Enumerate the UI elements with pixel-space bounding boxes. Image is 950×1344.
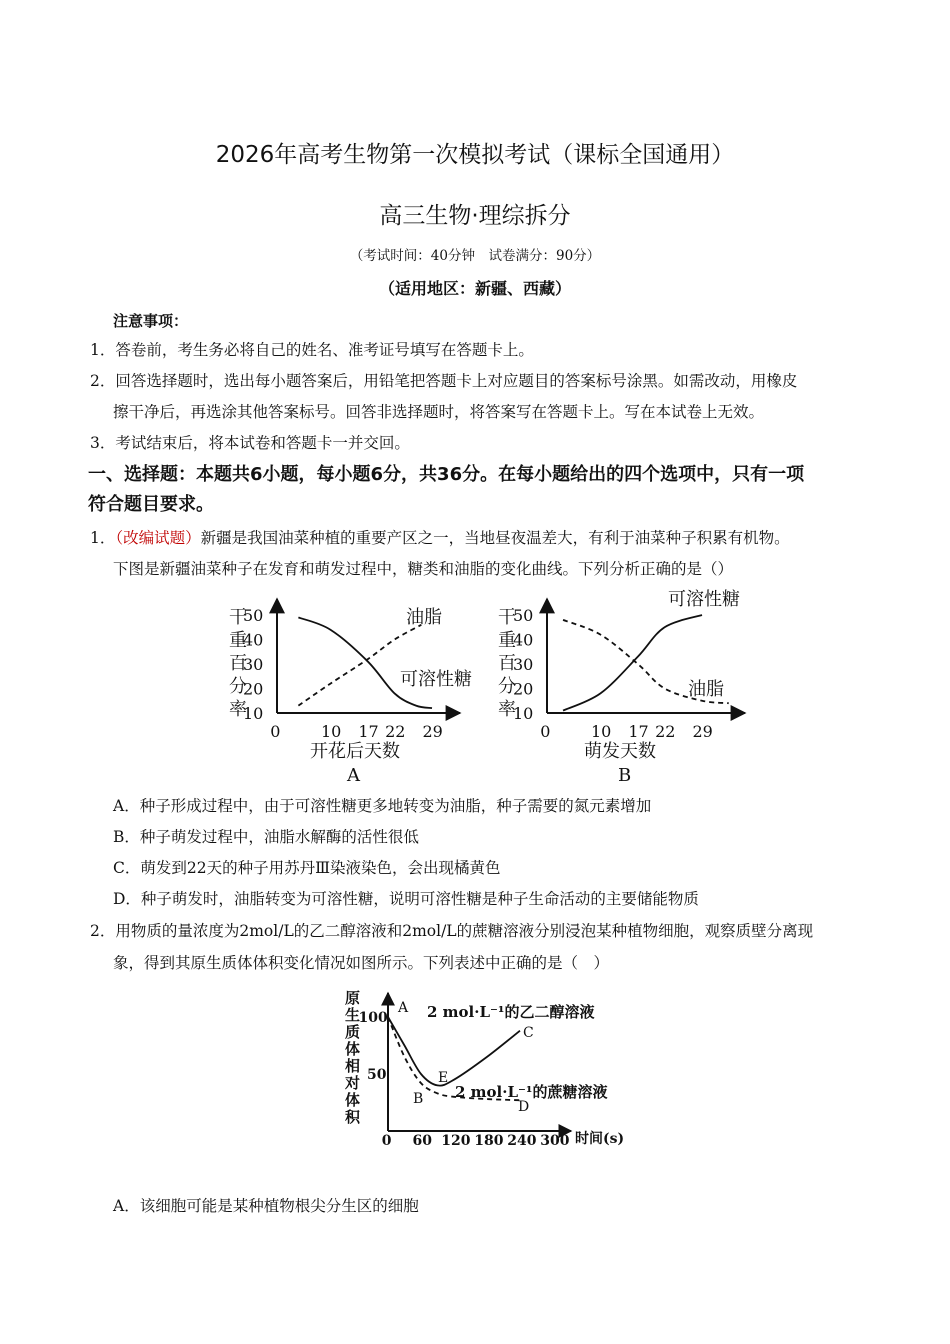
figure-2 [335,985,645,1157]
section-heading: 一、选择题：本题共6小题，每小题6分，共36分。在每小题给出的四个选项中，只有一项 [88,464,805,485]
y-tick-label: 30 [513,655,534,674]
chart-a [229,599,472,786]
series-sugar-line [298,617,432,708]
x-tick-label: 22 [385,722,406,741]
x-tick-label: 300 [540,1133,570,1149]
x-axis-label: 萌发天数 [584,741,656,762]
section-heading-cont: 符合题目要求。 [88,494,214,515]
note-item: 1．答卷前，考生务必将自己的姓名、准考证号填写在答题卡上。 [90,341,534,359]
x-tick-label: 180 [474,1133,504,1149]
x-tick-label: 17 [628,722,649,741]
option-c: C．萌发到22天的种子用苏丹Ⅲ染液染色，会出现橘黄色 [113,859,501,877]
note-item: 2．回答选择题时，选出每小题答案后，用铅笔把答题卡上对应题目的答案标号涂黑。如需改动，用橡皮 [90,372,798,390]
panel-label: A [347,765,360,786]
point-label: D [518,1099,530,1115]
note-item: 擦干净后，再选涂其他答案标号。回答非选择题时，将答案写在答题卡上。写在本试卷上无效。 [113,403,765,421]
x-tick-label: 29 [692,722,713,741]
chart-b [498,589,745,786]
x-axis-label: 时间(s) [575,1131,625,1147]
option-d: D．种子萌发时，油脂转变为可溶性糖，说明可溶性糖是种子生命活动的主要储能物质 [113,890,699,908]
y-axis-label: 率 [229,699,247,720]
y-axis-label: 体 [345,1091,361,1109]
x-tick-label: 22 [655,722,676,741]
point-label: A [398,1000,409,1016]
series-label: 2 mol·L⁻¹的蔗糖溶液 [455,1083,608,1101]
x-tick-label: 120 [441,1133,471,1149]
y-axis-label: 分 [229,676,247,697]
series-label: 可溶性糖 [668,589,740,610]
y-tick-label: 20 [513,679,534,699]
y-tick-label: 50 [367,1067,387,1083]
y-axis-label: 原 [345,989,361,1007]
page-subtitle: 高三生物·理综拆分 [379,203,571,229]
question-tag: （改编试题） [115,529,201,547]
series-glycol-line [388,1017,520,1086]
y-tick-label: 50 [243,606,264,625]
question-number: 2． [90,922,116,940]
x-tick-label: 60 [412,1133,432,1149]
y-axis-label: 积 [345,1108,361,1126]
question-1-stem-cont: 下图是新疆油菜种子在发育和萌发过程中，糖类和油脂的变化曲线。下列分析正确的是（） [113,560,734,578]
question-1-stem [90,527,790,549]
y-axis-label: 干 [498,607,516,628]
series-label: 油脂 [406,607,442,628]
y-axis-label: 干 [229,607,247,628]
question-2-stem-cont: 象，得到其原生质体体积变化情况如图所示。下列表述中正确的是（ ） [113,954,610,972]
y-axis-label: 质 [345,1023,361,1041]
x-tick-label: 240 [507,1133,537,1149]
point-label: C [523,1025,534,1041]
y-axis-label: 相 [345,1057,361,1075]
series-label: 可溶性糖 [400,669,472,690]
y-tick-label: 10 [243,704,264,723]
x-tick-label: 10 [320,722,342,741]
y-tick-label: 10 [513,704,534,723]
y-axis-label: 重 [229,630,247,651]
y-axis-label: 体 [345,1040,361,1058]
notes-heading: 注意事项： [113,312,189,330]
x-axis-label: 开花后天数 [310,741,400,762]
y-axis-label: 重 [498,630,516,651]
x-tick-label: 10 [590,722,612,741]
question-text: 新疆是我国油菜种植的重要产区之一，当地昼夜温差大，有利于油菜种子积累有机物。 [200,529,790,547]
point-label: E [438,1070,449,1086]
x-tick-label: 17 [358,722,379,741]
x-tick-label: 29 [422,722,443,741]
y-axis-label: 百 [229,653,247,674]
question-number: 1． [90,529,116,547]
q2-option-a: A．该细胞可能是某种植物根尖分生区的细胞 [113,1197,419,1215]
series-label: 油脂 [688,679,724,700]
region-info: （适用地区：新疆、西藏） [378,279,571,298]
note-item: 3．考试结束后，将本试卷和答题卡一并交回。 [90,434,410,452]
point-label: B [413,1091,424,1107]
y-tick-label: 50 [513,606,534,625]
question-text: 用物质的量浓度为2mol/L的乙二醇溶液和2mol/L的蔗糖溶液分别浸泡某种植物细胞，观察质壁分离现 [115,922,814,940]
x-tick-label: 0 [270,722,281,741]
y-tick-label: 20 [243,679,264,699]
y-tick-label: 40 [243,630,264,650]
series-oil-line [298,625,421,706]
y-tick-label: 30 [243,655,264,674]
series-sugar-line [563,615,702,711]
x-tick-label: 0 [381,1133,392,1149]
option-a: A．种子形成过程中，由于可溶性糖更多地转变为油脂，种子需要的氮元素增加 [113,797,652,815]
y-axis-label: 百 [498,653,516,674]
exam-info: （考试时间：40分钟 试卷满分：90分） [349,248,601,264]
series-label: 2 mol·L⁻¹的乙二醇溶液 [427,1003,595,1021]
question-2-stem [90,920,813,942]
y-tick-label: 100 [358,1010,388,1026]
y-axis-label: 生 [345,1006,361,1024]
y-tick-label: 40 [513,630,534,650]
y-axis-label: 分 [498,676,516,697]
y-axis-label: 对 [345,1074,361,1092]
figure-1 [220,585,760,790]
page-title: 2026年高考生物第一次模拟考试（课标全国通用） [215,142,735,168]
panel-label: B [618,765,632,786]
y-axis-label: 率 [498,699,516,720]
x-tick-label: 0 [540,722,551,741]
option-b: B．种子萌发过程中，油脂水解酶的活性很低 [113,828,419,846]
